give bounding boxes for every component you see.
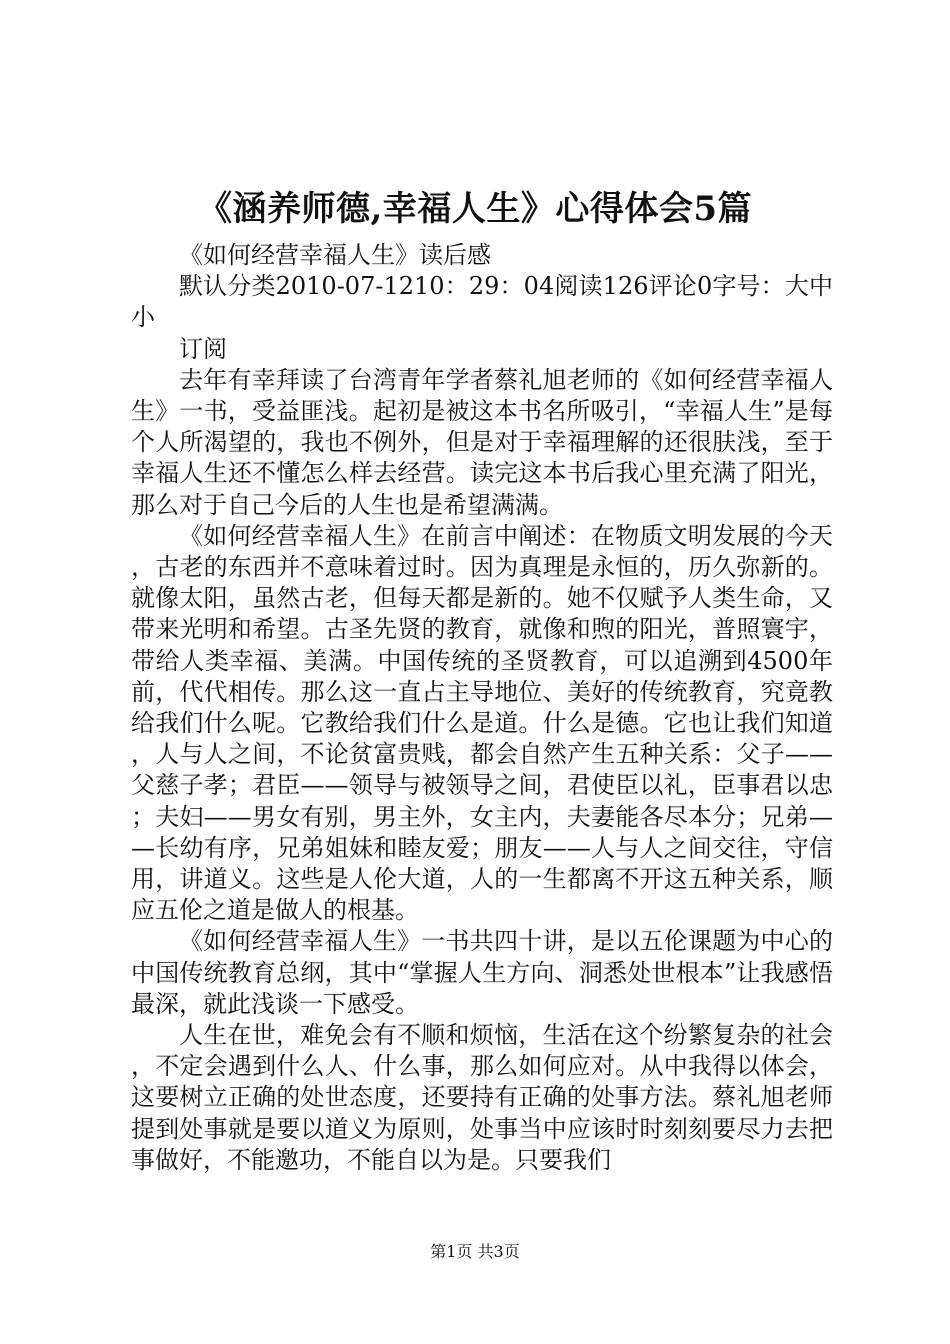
paragraph-subscribe: 订阅 — [179, 334, 227, 363]
page-footer: 第1页 共3页 — [430, 1242, 520, 1261]
paragraph-meta-info: 默认分类2010-07-1210：29：04阅读126评论0字号：大中小 — [131, 272, 833, 332]
paragraph-preface: 《如何经营幸福人生》在前言中阐述：在物质文明发展的今天，古老的东西并不意味着过时。因为真理是永恒的，历久弥新的。就像太阳，虽然古老，但每天都是新的。她不仅赋予人类生命，又带来光明和希望。古圣先贤的教育，就像和煦的阳光，普照寰宇，带给人类幸福、美满。中国传统的圣贤教育，可以追溯到4500年前，代代相传。那么这一直占主导地位、美好的传统教育，究竟教给我们什么呢。它教给我们什么是道。什么是德。它也让我们知道，人与人之间，不论贫富贵贱，都会自然产生五种关系：父子——父慈子孝；君臣——领导与被领导之间，君使臣以礼，臣事君以忠；夫妇——男女有别，男主外，女主内，夫妻能各尽本分；兄弟——长幼有序，兄弟姐妹和睦友爱；朋友——人与人之间交往，守信用，讲道义。这些是人伦大道，人的一生都离不开这五种关系，顺应五伦之道是做人的根基。 — [131, 521, 833, 925]
paragraph-book-summary: 《如何经营幸福人生》一书共四十讲，是以五伦课题为中心的中国传统教育总纲，其中“掌握人生方向、洞悉处世根本”让我感悟最深，就此浅谈一下感受。 — [131, 927, 833, 1018]
paragraph-book-title: 《如何经营幸福人生》读后感 — [179, 241, 491, 269]
paragraph-intro: 去年有幸拜读了台湾青年学者蔡礼旭老师的《如何经营幸福人生》一书，受益匪浅。起初是被这本书名所吸引，“幸福人生”是每个人所渴望的，我也不例外，但是对于幸福理解的还很肤浅，至于幸福人生还不懂怎么样去经营。读完这本书后我心里充满了阳光，那么对于自己今后的人生也是希望满满。 — [131, 365, 833, 519]
document-body — [131, 240, 833, 1176]
document-title: 《涵养师德,幸福人生》心得体会5篇 — [198, 189, 752, 229]
paragraph-reflection: 人生在世，难免会有不顺和烦恼，生活在这个纷繁复杂的社会，不定会遇到什么人、什么事，那么如何应对。从中我得以体会，这要树立正确的处世态度，还要持有正确的处事方法。蔡礼旭老师提到处事就是要以道义为原则，处事当中应该时时刻刻要尽力去把事做好，不能邀功，不能自以为是。只要我们 — [131, 1021, 833, 1174]
